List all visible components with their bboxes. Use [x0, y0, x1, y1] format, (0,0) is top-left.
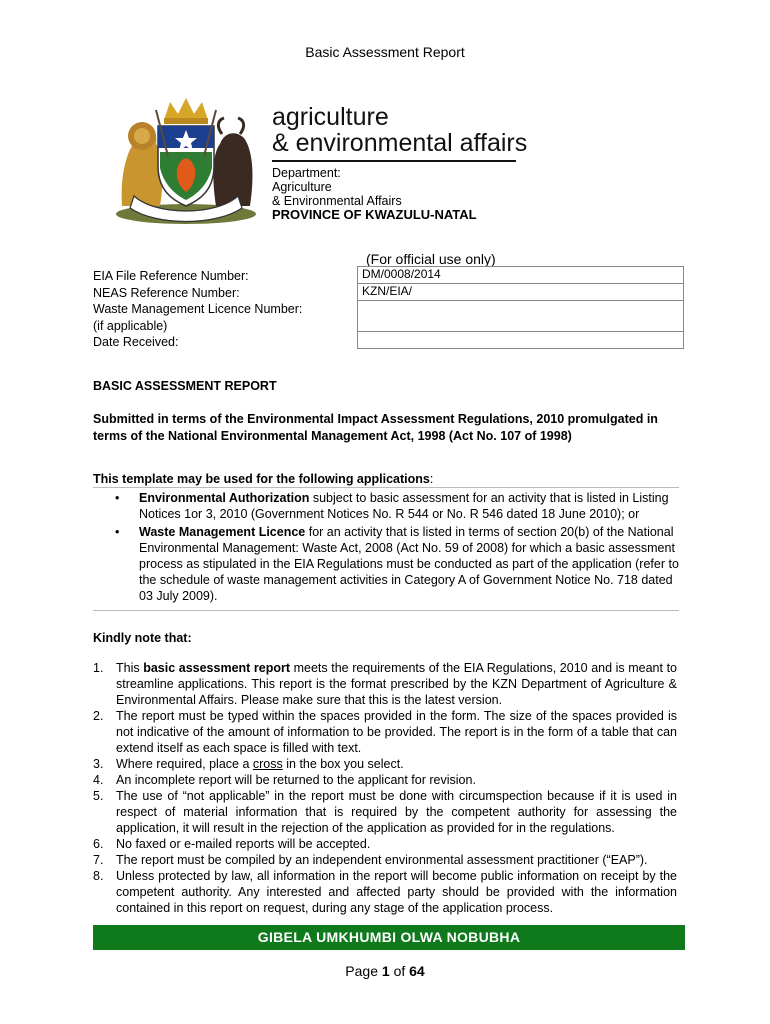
official-use-label: (For official use only): [366, 251, 496, 267]
note-text: The report must be compiled by an independent environmental assessment practitioner (“EAP”).: [116, 853, 648, 867]
application-text: for an activity that is listed in terms of section 20(b) of the National Environmental Management: Waste Act, 2008 (Act No. 59 of 2008) for which a basic assessment process as stipulated in the EIA Regulations must be conducted as part of the application (refer to the schedule of waste management activities in Category A of Government Notice No. 718 dated 03 July 2009).: [139, 525, 679, 603]
bullet-icon: •: [115, 491, 120, 505]
list-item: [93, 524, 679, 604]
if-applicable-label: (if applicable): [93, 318, 168, 333]
bullet-icon: •: [115, 525, 120, 539]
note-text: Unless protected by law, all information in the report will become public information on receipt by the competent authority. Any interested and affected party should be provided with the information contained in this report on request, during any stage of the application process.: [116, 869, 677, 915]
note-number: 2.: [93, 709, 104, 723]
neas-ref-label: NEAS Reference Number:: [93, 285, 240, 300]
application-title: Environmental Authorization: [139, 491, 310, 505]
page-footer: [0, 963, 770, 979]
list-item: [93, 490, 679, 522]
list-item: [93, 852, 677, 868]
page-total: 64: [409, 963, 425, 979]
list-item: [93, 836, 677, 852]
brand-line-1: agriculture: [272, 103, 389, 131]
report-heading: BASIC ASSESSMENT REPORT: [93, 379, 277, 393]
note-number: 3.: [93, 757, 104, 771]
note-text: This: [116, 661, 144, 675]
dept-line-2: Agriculture: [272, 180, 332, 194]
coat-of-arms-logo: [112, 96, 260, 228]
list-item: [93, 660, 677, 708]
note-number: 7.: [93, 853, 104, 867]
dept-line-3: & Environmental Affairs: [272, 194, 402, 208]
note-text: Where required, place a: [116, 757, 253, 771]
list-item: [93, 756, 677, 772]
note-number: 5.: [93, 789, 104, 803]
date-received-value[interactable]: [358, 332, 684, 349]
note-text: The report must be typed within the spaces provided in the form. The size of the spaces provided is not indicative of the amount of information to be provided. The report is in the form of a table that can extend itself as each space is filled with text.: [116, 709, 677, 755]
of-word: of: [393, 963, 406, 979]
list-item: [93, 868, 677, 916]
brand-line-2: & environmental affairs: [272, 129, 528, 157]
list-item: [93, 788, 677, 836]
page-word: Page: [345, 963, 378, 979]
brand-divider: [272, 160, 516, 162]
applications-list: [93, 487, 679, 611]
dept-line-1: Department:: [272, 166, 341, 180]
neas-ref-value[interactable]: KZN/EIA/: [358, 284, 684, 301]
list-item: [93, 772, 677, 788]
notes-list: [93, 660, 677, 916]
eia-file-ref-label: EIA File Reference Number:: [93, 269, 249, 283]
note-text: The use of “not applicable” in the report must be done with circumspection because if it is used in respect of material information that is required by the competent authority for assessing the application, it will result in the rejection of the application as provided for in the regulations.: [116, 789, 677, 835]
note-number: 1.: [93, 661, 104, 675]
template-intro-suffix: :: [429, 472, 434, 486]
dept-line-4: PROVINCE OF KWAZULU-NATAL: [272, 207, 477, 222]
note-underline: cross: [252, 757, 283, 771]
note-text: An incomplete report will be returned to the applicant for revision.: [116, 773, 476, 787]
department-name: [272, 166, 527, 222]
list-item: [93, 708, 677, 756]
department-brand: [272, 104, 527, 222]
running-header: Basic Assessment Report: [305, 44, 465, 60]
note-text: in the box you select.: [282, 757, 404, 771]
note-bold: basic assessment report: [143, 661, 291, 675]
note-text: No faxed or e-mailed reports will be accepted.: [116, 837, 371, 851]
reference-table: [357, 266, 684, 349]
waste-licence-value[interactable]: [358, 301, 684, 332]
application-title: Waste Management Licence: [139, 525, 306, 539]
note-number: 6.: [93, 837, 104, 851]
reference-labels: [93, 268, 302, 351]
note-text: meets the requirements of the EIA Regulations, 2010 and is meant to streamline applications. This report is the format prescribed by the KZN Department of Agriculture & Environmental Affairs. Please make sure that this is the latest version.: [116, 661, 677, 707]
kindly-note-heading: Kindly note that:: [93, 631, 192, 645]
application-text: subject to basic assessment for an activity that is listed in Listing Notices 1or 3, 2010 (Government Notices No. R 544 or No. R 546 dated 18 June 2010); or: [139, 491, 669, 521]
template-intro-bold: This template may be used for the following applications: [93, 472, 430, 486]
note-number: 4.: [93, 773, 104, 787]
note-number: 8.: [93, 869, 104, 883]
date-received-label: Date Received:: [93, 335, 179, 349]
submitted-statement: Submitted in terms of the Environmental Impact Assessment Regulations, 2010 promulgated in terms of the National Environmental Management Act, 1998 (Act No. 107 of 1998): [93, 412, 658, 443]
waste-licence-label: Waste Management Licence Number:: [93, 302, 303, 316]
template-intro: [93, 472, 433, 486]
page-number: 1: [381, 963, 390, 979]
eia-file-ref-value[interactable]: DM/0008/2014: [358, 267, 684, 284]
motto-banner: GIBELA UMKHUMBI OLWA NOBUBHA: [93, 925, 685, 950]
